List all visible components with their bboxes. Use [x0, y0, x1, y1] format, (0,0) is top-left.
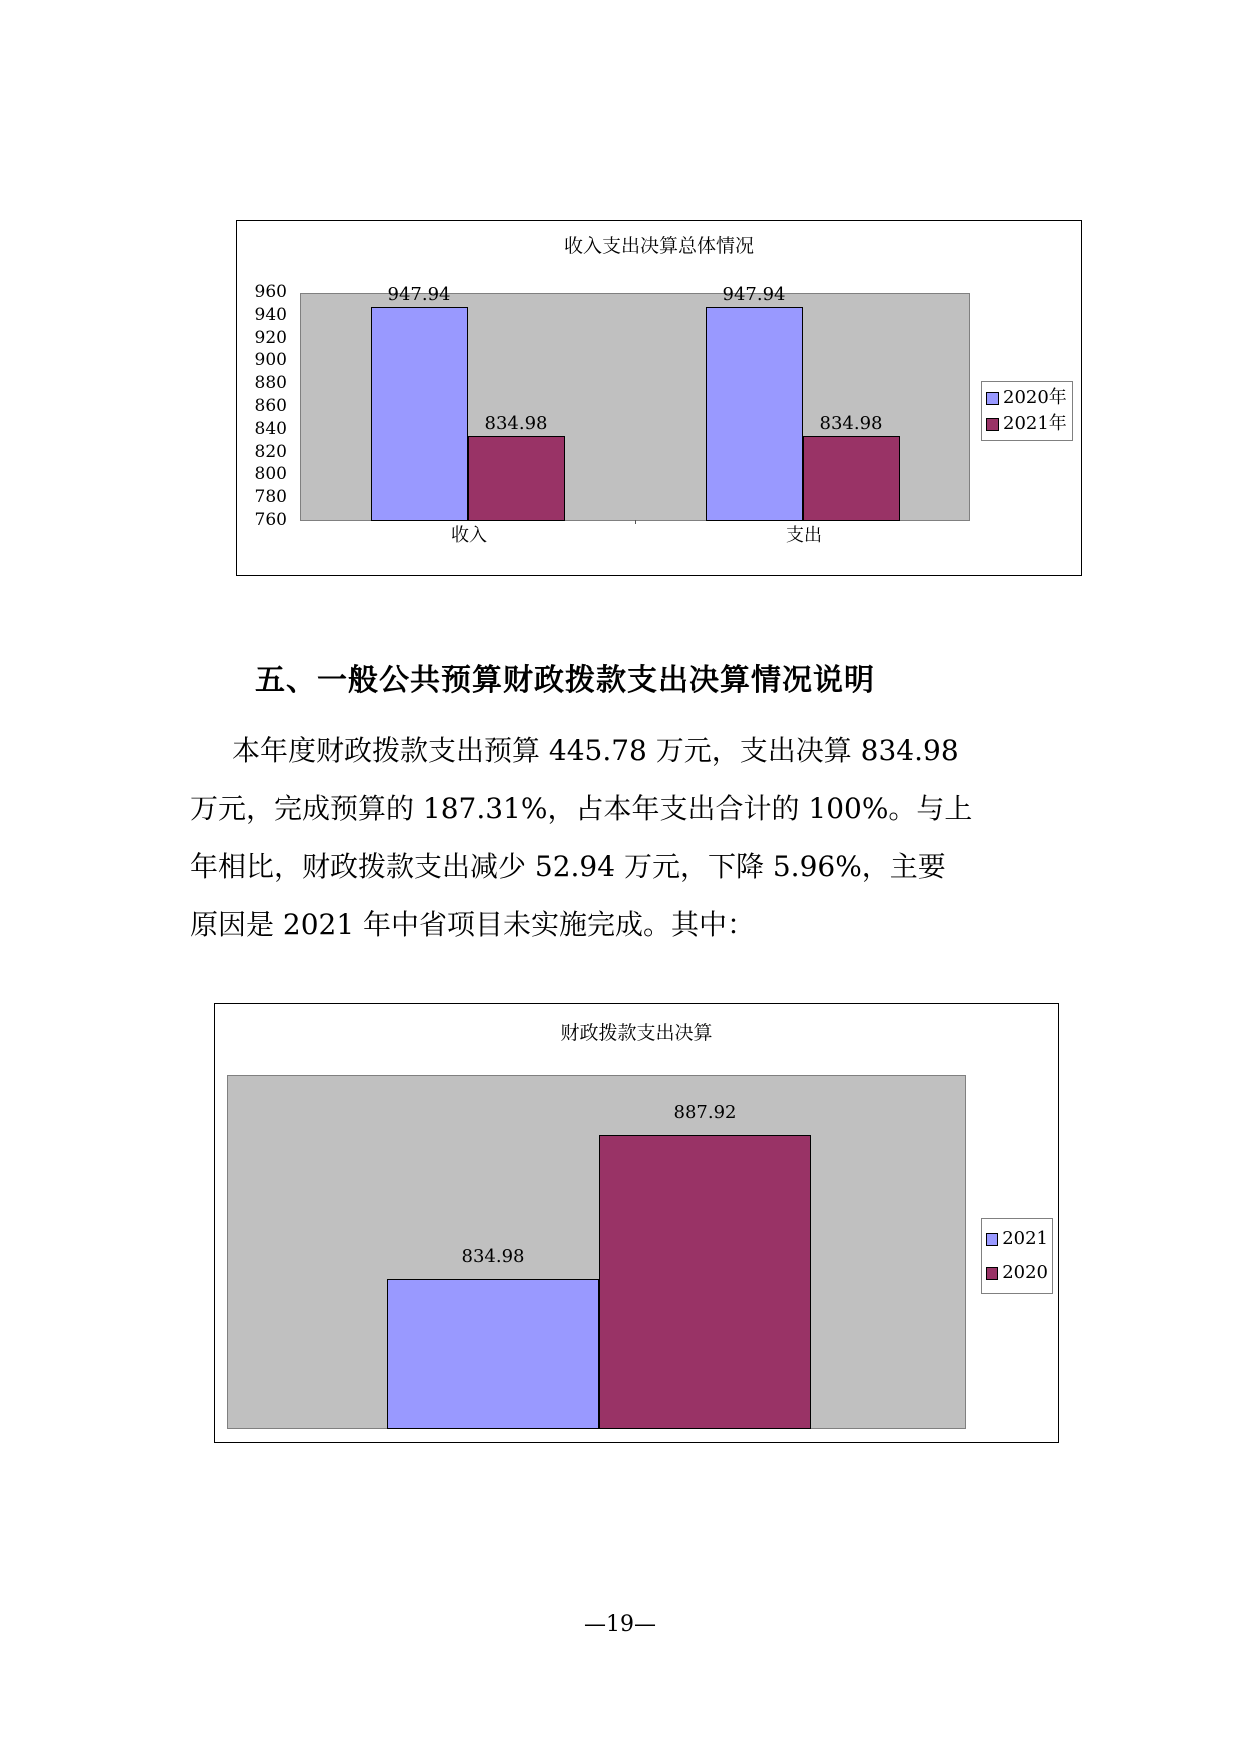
y-tick-label: 880	[254, 373, 287, 394]
legend-label: 2020年	[1003, 387, 1067, 408]
chart-fiscal-appropriation	[214, 1003, 1059, 1443]
chart-title: 财政拨款支出决算	[560, 1022, 713, 1044]
bar	[468, 436, 565, 521]
legend-item-2020	[986, 385, 1068, 411]
data-label: 947.94	[387, 283, 451, 305]
y-tick-label: 940	[254, 304, 287, 325]
data-label: 887.92	[673, 1102, 737, 1124]
legend-item-2021	[986, 1222, 1048, 1256]
paragraph-line: 年相比，财政拨款支出减少 52.94 万元，下降 5.96%，主要	[190, 850, 946, 883]
paragraph-line: 原因是 2021 年中省项目未实施完成。其中：	[190, 908, 756, 941]
y-tick-label: 860	[254, 396, 287, 416]
legend-label: 2020	[1002, 1262, 1048, 1283]
legend-item-2020	[986, 1256, 1048, 1290]
legend-swatch	[986, 1233, 998, 1246]
y-tick-label: 920	[254, 327, 287, 348]
legend-item-2021	[986, 411, 1068, 437]
paragraph-line: 万元，完成预算的 187.31%，占本年支出合计的 100%。与上	[190, 792, 973, 825]
legend	[981, 381, 1073, 441]
legend-swatch	[986, 392, 999, 405]
y-tick-label: 760	[254, 510, 287, 530]
data-label: 834.98	[461, 1246, 525, 1268]
y-tick-label: 840	[254, 418, 287, 439]
legend	[981, 1218, 1053, 1294]
section-heading: 五、一般公共预算财政拨款支出决算情况说明	[255, 663, 875, 698]
legend-swatch	[986, 1267, 998, 1280]
page-number: —19—	[584, 1612, 656, 1637]
category-label-income: 收入	[451, 525, 487, 546]
y-tick-label: 800	[254, 464, 287, 485]
legend-label: 2021	[1002, 1228, 1048, 1249]
section-paragraph	[190, 722, 1050, 954]
category-label-expense: 支出	[786, 525, 822, 546]
bar	[387, 1279, 599, 1429]
y-tick-label: 960	[254, 282, 287, 302]
chart-title: 收入支出决算总体情况	[563, 235, 754, 257]
bar	[599, 1135, 811, 1429]
bar	[803, 436, 900, 521]
chart-income-expense	[236, 220, 1082, 576]
y-tick-label: 900	[254, 350, 287, 371]
data-label: 834.98	[819, 412, 883, 434]
paragraph-line: 本年度财政拨款支出预算 445.78 万元，支出决算 834.98	[232, 734, 959, 767]
y-tick-label: 820	[254, 441, 287, 462]
y-tick-label: 780	[254, 487, 287, 508]
legend-swatch	[986, 418, 999, 431]
data-label: 834.98	[484, 412, 548, 434]
category-divider	[635, 520, 636, 524]
data-label: 947.94	[722, 283, 786, 305]
legend-label: 2021年	[1003, 413, 1067, 434]
